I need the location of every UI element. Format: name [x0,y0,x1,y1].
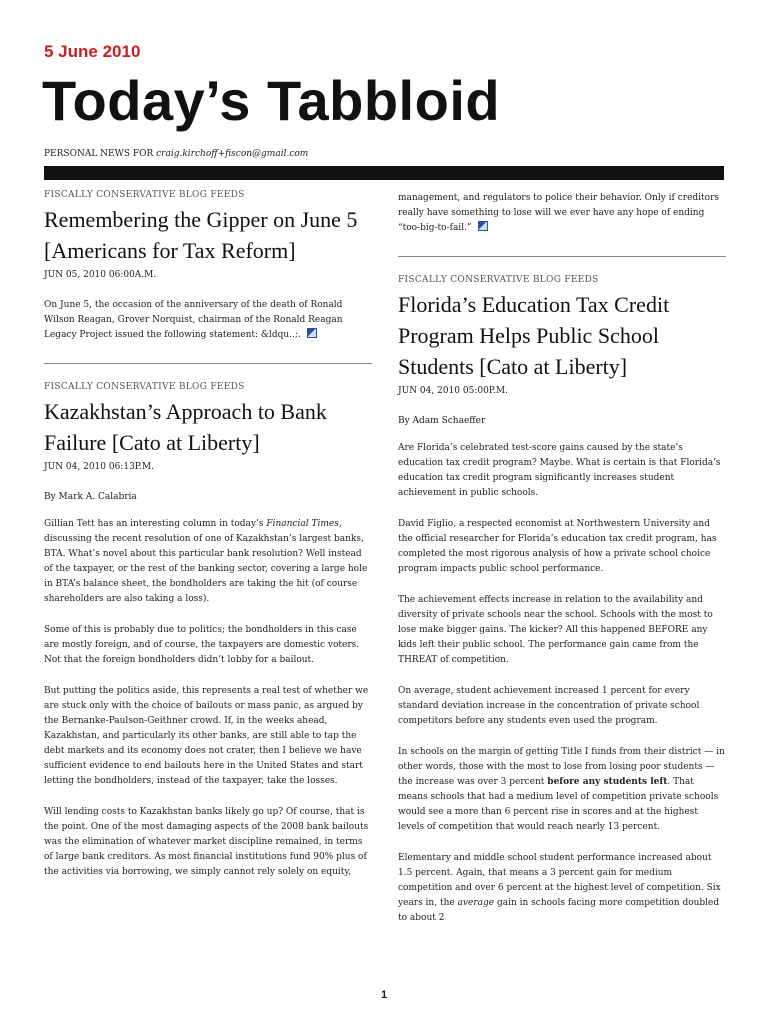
paragraph-text: management, and regulators to police their behavior. Only if creditors really have something to lose will we ever have any hope of ending “too-big-to-fail.” [398,193,720,233]
article-paragraph [398,745,726,835]
emphasis-text: before any students left [547,777,668,787]
article-category: FISCALLY CONSERVATIVE BLOG FEEDS [44,190,245,200]
issue-date: 5 June 2010 [44,42,141,61]
left-column [44,190,372,896]
paragraph-text: Elementary and middle school student performance increased about 1.5 percent. Again, that means a 3 percent gain for medium competition and over 6 percent at the highest level of competition. Six years in, the [398,853,721,908]
share-link-icon[interactable] [307,328,317,338]
publication-name: Financial Times [266,519,339,529]
article-paragraph: On average, student achievement increased 1 percent for every standard deviation increase in the concentration of private school competitors before any students even used the program. [398,686,700,726]
article-kazakhstan [44,382,372,880]
paragraph-text: Gillian Tett has an interesting column in today’s [44,519,267,529]
article-timestamp: JUN 04, 2010 05:00P.M. [398,386,508,396]
article-paragraph [44,298,372,343]
article-paragraph: David Figlio, a respected economist at Northwestern University and the official researcher for Florida’s education tax credit program, has completed the most rigorous analysis of how a private school choice program impacts public school performance. [398,519,717,574]
article-byline: By Mark A. Calabria [44,492,137,502]
article-paragraph [44,517,372,607]
article-paragraph: But putting the politics aside, this represents a real test of whether we are stuck only with the choice of bailouts or mass panic, as argued by the Bernanke-Paulson-Geithner crowd. If, in the weeks ahead, Kazakhstan, and particularly its other banks, are still able to tap the debt markets and its economy does not crater, then I believe we have sufficient evidence to end bailouts here in the United States and start letting the bondholders, instead of the taxpayer, take the losses. [44,686,369,786]
article-timestamp: JUN 04, 2010 06:13P.M. [44,462,154,472]
article-divider [44,363,372,364]
right-column [398,191,726,942]
article-category: FISCALLY CONSERVATIVE BLOG FEEDS [44,382,245,392]
paragraph-text: , discussing the recent resolution of one of Kazakhstan’s largest banks, BTA. What’s novel about this particular bank resolution? Well instead of the taxpayer, or the rest of the banking sector, covering a large hole in BTA’s balance sheet, the bondholders are taking the hit (of course shareholders are also taking a loss). [44,519,368,604]
article-paragraph: The achievement effects increase in relation to the availability and diversity of private schools near the school. Schools with the most to lose make bigger gains. The kicker? All this happened BEFORE any kids left their public school. The performance gain came from the THREAT of competition. [398,595,713,665]
article-continuation [398,191,726,236]
header-rule [44,166,724,180]
paragraph-text: gain in schools facing more competition doubled to about 2 [398,898,720,923]
share-link-icon[interactable] [478,221,488,231]
paragraph-text: In schools on the margin of getting Title I funds from their district — in other words, those with the most to lose from losing poor students — the increase was over 3 percent [398,747,725,787]
article-florida-education [398,275,726,926]
personal-news-line [44,149,308,159]
article-gipper [44,190,372,343]
article-byline: By Adam Schaeffer [398,416,486,426]
article-headline[interactable]: Remembering the Gipper on June 5 [Americans for Tax Reform] [44,207,358,263]
personal-prefix: PERSONAL NEWS FOR [44,149,157,159]
subscriber-email: craig.kirchoff+fiscon@gmail.com [156,149,309,159]
paragraph-text: . That means schools that had a medium level of competition private schools would see a more than 6 percent rise in scores and at the highest levels of competition that would reach nearly 13 percent. [398,777,719,832]
emphasis-text: average [457,898,495,908]
article-paragraph: Are Florida’s celebrated test-score gains caused by the state’s education tax credit program? Maybe. What is certain is that Florida’s education tax credit program significantly increases student achievement in public schools. [398,443,721,498]
article-headline[interactable]: Florida’s Education Tax Credit Program Helps Public School Students [Cato at Liberty] [398,292,670,379]
article-timestamp: JUN 05, 2010 06:00A.M. [44,270,157,280]
article-paragraph [398,851,726,926]
article-divider [398,256,726,257]
article-paragraph: Some of this is probably due to politics; the bondholders in this case are mostly foreign, and of course, the taxpayers are domestic voters. Not that the foreign bondholders didn’t lobby for a bailout. [44,625,360,665]
article-category: FISCALLY CONSERVATIVE BLOG FEEDS [398,275,599,285]
page-number: 1 [380,989,388,1001]
article-paragraph: Will lending costs to Kazakhstan banks likely go up? Of course, that is the point. One of the most damaging aspects of the 2008 bank bailouts was the elimination of whatever market discipline remained, in terms of large bank creditors. As most financial institutions fund 90% plus of the activities via borrowing, we simply cannot rely solely on equity, [44,807,369,877]
newsletter-title: Today’s Tabbloid [42,69,501,132]
paragraph-text: On June 5, the occasion of the anniversary of the death of Ronald Wilson Reagan, Grover Norquist, chairman of the Ronald Reagan Legacy Project issued the following statement: &ldqu..;. [44,300,343,340]
article-headline[interactable]: Kazakhstan’s Approach to Bank Failure [Cato at Liberty] [44,399,327,455]
